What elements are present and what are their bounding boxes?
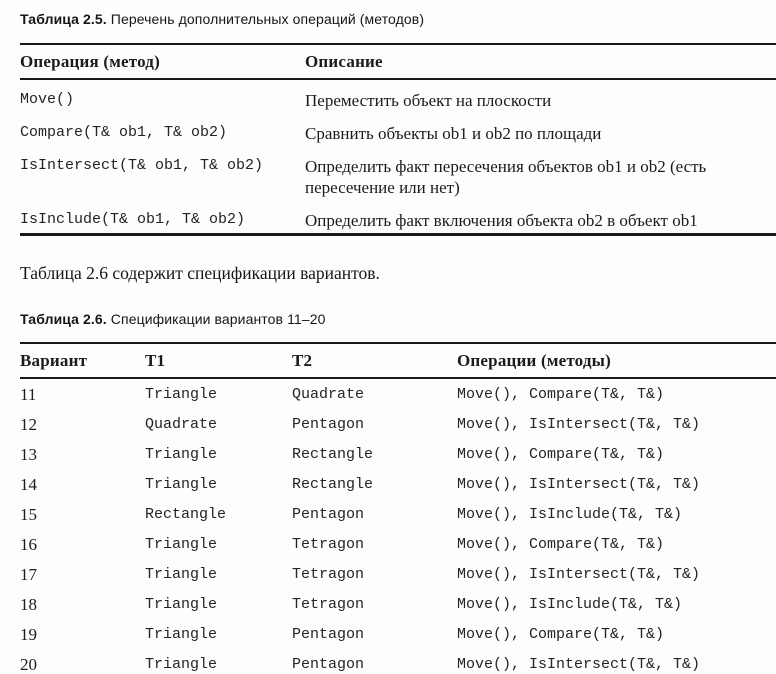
table-row <box>20 113 776 146</box>
table-row <box>20 439 776 469</box>
table-row <box>20 499 776 529</box>
t2-cell: Pentagon <box>292 656 365 673</box>
t1-cell: Triangle <box>145 536 218 553</box>
variant-cell: 20 <box>20 655 37 674</box>
operations-cell: Move(), IsInclude(T&, T&) <box>457 506 683 523</box>
operations-cell: Move(), IsIntersect(T&, T&) <box>457 476 701 493</box>
table26-caption-label: Таблица 2.6. <box>20 311 107 327</box>
description-cell: Определить факт включения объекта ob2 в объект ob1 <box>305 211 698 230</box>
t1-cell: Triangle <box>145 446 218 463</box>
variant-cell: 12 <box>20 415 37 434</box>
body-paragraph: Таблица 2.6 содержит спецификации вариантов. <box>20 263 380 283</box>
operation-cell: Move() <box>20 91 75 108</box>
variant-cell: 16 <box>20 535 37 554</box>
variant-cell: 14 <box>20 475 37 494</box>
table25-caption-text: Перечень дополнительных операций (методов) <box>110 11 425 27</box>
operation-cell: IsIntersect(T& ob1, T& ob2) <box>20 157 264 174</box>
operations-table <box>20 43 776 236</box>
table26-caption <box>20 310 776 328</box>
operations-cell: Move(), IsInclude(T&, T&) <box>457 596 683 613</box>
t2-cell: Tetragon <box>292 536 365 553</box>
variant-cell: 19 <box>20 625 37 644</box>
table-row <box>20 619 776 649</box>
operations-cell: Move(), Compare(T&, T&) <box>457 446 665 463</box>
t1-cell: Quadrate <box>145 416 218 433</box>
table-header-row <box>20 44 776 79</box>
column-header-operations: Операции (методы) <box>457 343 776 378</box>
t1-cell: Triangle <box>145 566 218 583</box>
t1-cell: Triangle <box>145 626 218 643</box>
variant-cell: 13 <box>20 445 37 464</box>
variant-cell: 15 <box>20 505 37 524</box>
operations-cell: Move(), IsIntersect(T&, T&) <box>457 416 701 433</box>
t1-cell: Triangle <box>145 656 218 673</box>
variants-table <box>20 342 776 674</box>
column-header-operation: Операция (метод) <box>20 44 305 79</box>
operations-cell: Move(), IsIntersect(T&, T&) <box>457 566 701 583</box>
table25-caption-label: Таблица 2.5. <box>20 11 107 27</box>
operations-cell: Move(), Compare(T&, T&) <box>457 386 665 403</box>
t1-cell: Rectangle <box>145 506 227 523</box>
column-header-t2: T2 <box>292 343 457 378</box>
table-row <box>20 409 776 439</box>
t2-cell: Pentagon <box>292 626 365 643</box>
table-row <box>20 79 776 113</box>
operation-cell: Compare(T& ob1, T& ob2) <box>20 124 228 141</box>
table-row <box>20 529 776 559</box>
table-row <box>20 559 776 589</box>
t1-cell: Triangle <box>145 386 218 403</box>
t2-cell: Pentagon <box>292 506 365 523</box>
table-row <box>20 649 776 674</box>
column-header-t1: T1 <box>145 343 292 378</box>
variant-cell: 11 <box>20 385 37 404</box>
variant-cell: 18 <box>20 595 37 614</box>
table-row <box>20 469 776 499</box>
operations-cell: Move(), IsIntersect(T&, T&) <box>457 656 701 673</box>
table-row <box>20 200 776 235</box>
table-row <box>20 378 776 409</box>
t1-cell: Triangle <box>145 476 218 493</box>
description-cell: Переместить объект на плоскости <box>305 91 552 110</box>
table25-caption <box>20 10 776 28</box>
table-row <box>20 146 776 200</box>
table26-caption-text: Спецификации вариантов 11–20 <box>110 311 326 327</box>
t2-cell: Rectangle <box>292 446 374 463</box>
t2-cell: Tetragon <box>292 596 365 613</box>
t2-cell: Quadrate <box>292 386 365 403</box>
description-cell: Сравнить объекты ob1 и ob2 по площади <box>305 124 602 143</box>
column-header-description: Описание <box>305 44 776 79</box>
description-cell: Определить факт пересечения объектов ob1 и ob2 (есть пересечение или нет) <box>305 157 707 197</box>
operations-cell: Move(), Compare(T&, T&) <box>457 536 665 553</box>
t1-cell: Triangle <box>145 596 218 613</box>
t2-cell: Rectangle <box>292 476 374 493</box>
operation-cell: IsInclude(T& ob1, T& ob2) <box>20 211 246 228</box>
t2-cell: Tetragon <box>292 566 365 583</box>
t2-cell: Pentagon <box>292 416 365 433</box>
operations-cell: Move(), Compare(T&, T&) <box>457 626 665 643</box>
variant-cell: 17 <box>20 565 37 584</box>
column-header-variant: Вариант <box>20 343 145 378</box>
table-header-row <box>20 343 776 378</box>
table-row <box>20 589 776 619</box>
